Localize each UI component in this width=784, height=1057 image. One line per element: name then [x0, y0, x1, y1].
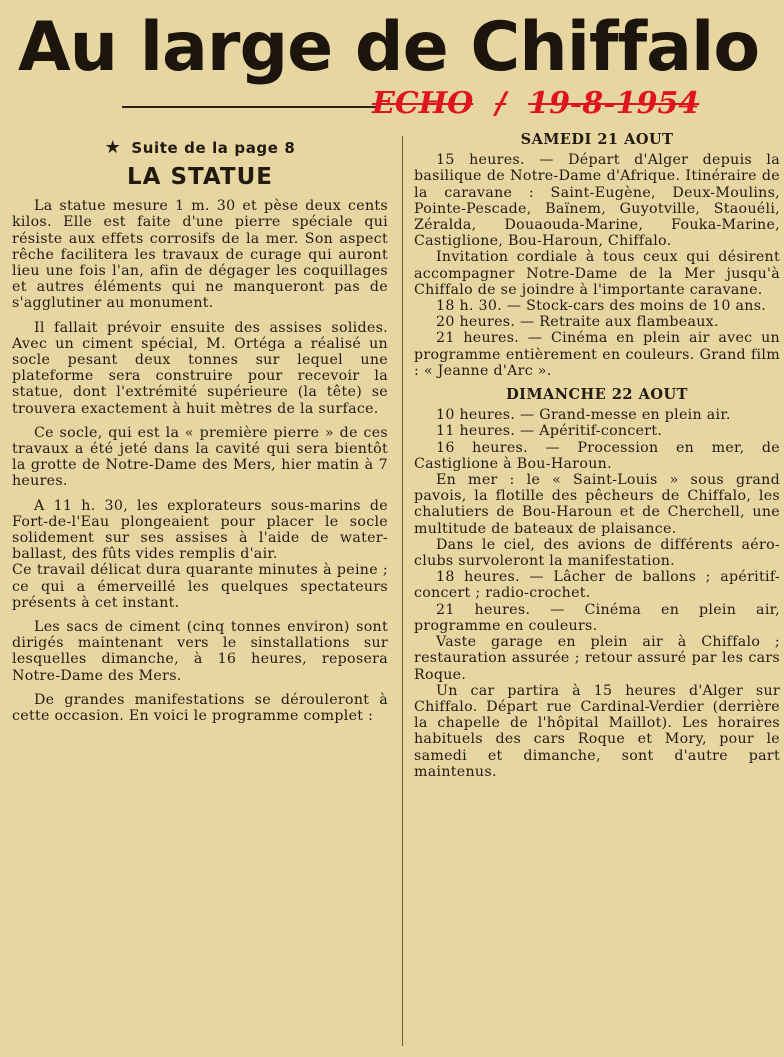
paragraph: Il fallait prévoir ensuite des assises solides. Avec un ciment spécial, M. Ortéga a réalisé un socle pesant deux tonnes sur lequel une plateforme sera construire pour recevoir la statue, dont l'extrémité supérieure (la tête) se trouvera exactement à huit mètres de la surface. — [12, 319, 388, 417]
stamp-separator: / — [495, 86, 507, 121]
saturday-heading: SAMEDI 21 AOUT — [520, 131, 674, 148]
paragraph: Ce travail délicat dura quarante minutes à peine ; ce qui a émerveillé les quelques spectateurs présents à cet instant. — [12, 562, 388, 611]
paragraph: De grandes manifestations se dérouleront à cette occasion. En voici le programme complet : — [12, 691, 388, 725]
schedule-item: 10 heures. — Grand-messe en plein air. — [436, 407, 731, 424]
schedule-item: 11 heures. — Apéritif-concert. — [436, 423, 663, 440]
sunday-heading: DIMANCHE 22 AOUT — [506, 386, 688, 404]
schedule-item: 21 heures. — Cinéma en plein air, programme en couleurs. — [414, 601, 780, 634]
schedule-item: 18 heures. — Lâcher de ballons ; apéritif-concert ; radio-crochet. — [414, 569, 780, 602]
paragraph: A 11 h. 30, les explorateurs sous-marins de Fort-de-l'Eau plongeaient pour placer le socle solidement sur ses assises à l'aide de water-ballast, des fûts vides remplis d'air. — [12, 497, 388, 563]
schedule-item: 21 heures. — Cinéma en plein air avec un programme entièrement en couleurs. Grand film : « Jeanne d'Arc ». — [414, 330, 780, 379]
schedule-item: 20 heures. — Retraite aux flambeaux. — [436, 314, 719, 331]
continuation-text: Suite de la page 8 — [131, 139, 296, 157]
schedule-item: Invitation cordiale à tous ceux qui désirent accompagner Notre-Dame de la Mer jusqu'à Chiffalo de se joindre à l'importante caravane. — [414, 249, 780, 298]
paragraph: Ce socle, qui est la « première pierre » de ces travaux a été jeté dans la cavité qui sera bientôt la grotte de Notre-Dame des Mers, hier matin à 7 heures. — [12, 424, 388, 490]
schedule-item: 16 heures. — Procession en mer, de Castiglione à Bou-Haroun. — [414, 439, 780, 472]
section-title: LA STATUE — [126, 164, 274, 191]
schedule-item: Vaste garage en plein air à Chiffalo ; restauration assurée ; retour assuré par les cars Roque. — [414, 634, 780, 683]
continuation-line — [12, 137, 388, 158]
handwritten-source-stamp — [372, 84, 762, 124]
schedule-item: 15 heures. — Départ d'Alger depuis la basilique de Notre-Dame d'Afrique. Itinéraire de la caravane : Saint-Eugène, Deux-Moulins, Pointe-Pescade, Baïnem, Guyotville, Staouéli, Zéralda, Douaouda-Marine, Fouka-Marine, Castiglione, Bou-Haroun, Chiffalo. — [414, 152, 780, 250]
schedule-item: Un car partira à 15 heures d'Alger sur Chiffalo. Départ rue Cardinal-Verdier (derrière la chapelle de l'hôpital Maillot). Les horaires habituels des cars Roque et Mory, pour le samedi et dimanche, sont d'autre part maintenus. — [414, 682, 780, 780]
star-icon: ★ — [104, 137, 122, 158]
stamp-date: 19-8-1954 — [528, 86, 700, 121]
paragraph: La statue mesure 1 m. 30 et pèse deux cents kilos. Elle est faite d'une pierre spéciale qui résiste aux effets corrosifs de la mer. Son aspect rêche facilitera les travaux de curage qui auront lieu une fois l'an, afin de dégager les coquillages et autres éléments qui ne manqueront pas de s'agglutiner au monument. — [12, 198, 388, 312]
schedule-item: Dans le ciel, des avions de différents aéro-clubs survoleront la manifestation. — [414, 536, 780, 570]
right-column — [414, 132, 780, 780]
schedule-item: En mer : le « Saint-Louis » sous grand pavois, la flotille des pêcheurs de Chiffalo, les chalutiers de Bou-Haroun et de Cherchell, une multitude de bateaux de plaisance. — [414, 472, 780, 537]
paragraph: Les sacs de ciment (cinq tonnes environ) sont dirigés maintenant vers le sinstallations sur lesquelles dimanche, à 16 heures, reposera Notre-Dame des Mers. — [12, 619, 388, 684]
stamp-source: ECHO — [372, 86, 474, 121]
headline: Au large de Chiffalo — [18, 8, 760, 87]
left-column — [12, 136, 388, 732]
schedule-item: 18 h. 30. — Stock-cars des moins de 10 ans. — [436, 298, 767, 315]
column-divider — [402, 136, 403, 1046]
headline-rule — [122, 106, 376, 108]
